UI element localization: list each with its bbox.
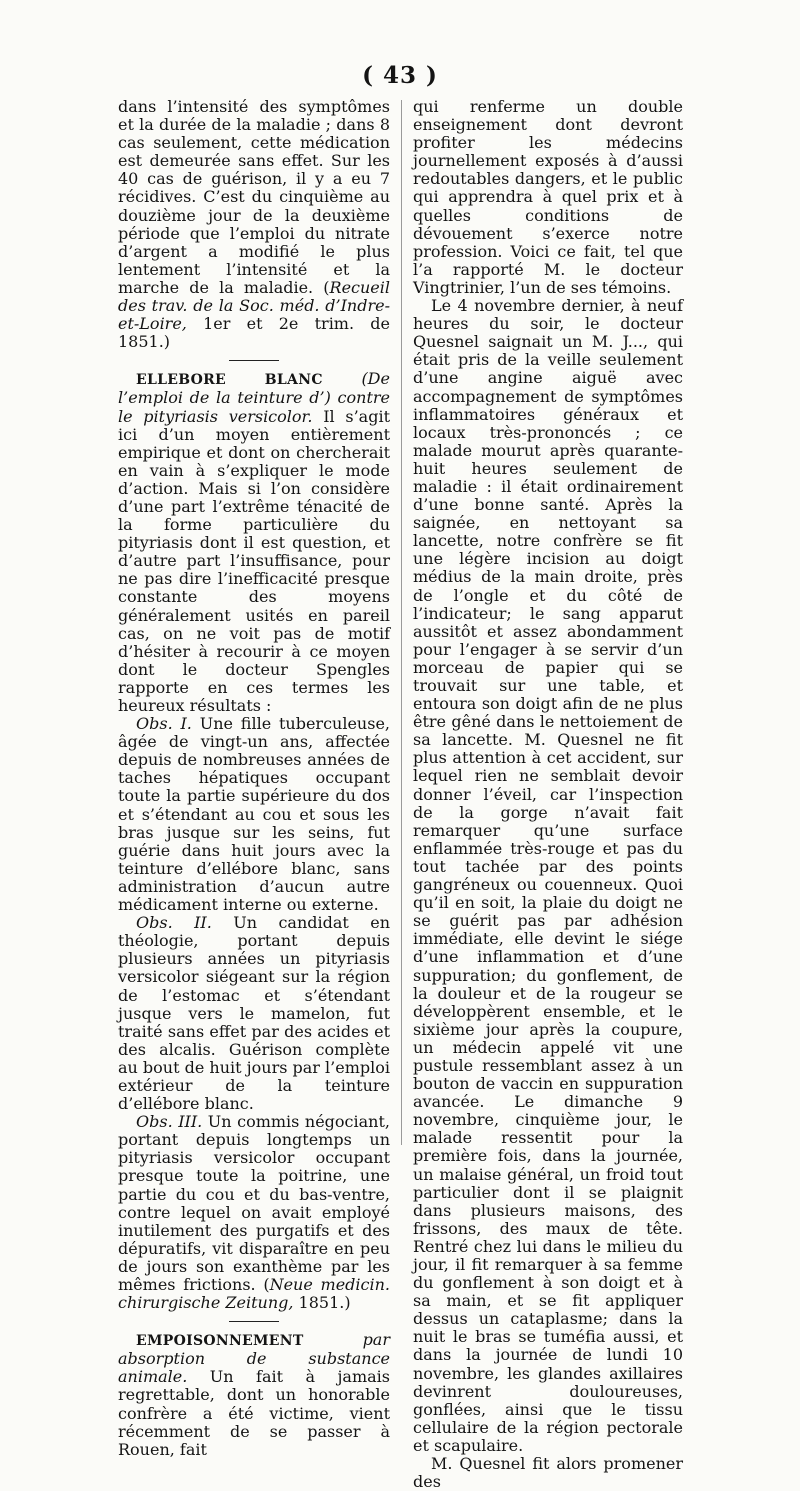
paragraph-nitrate-conclusion: dans l’intensité des symptômes et la durée de la maladie ; dans 8 cas seulement, cette médication est demeurée sans effet. Sur les 40 cas de guérison, il y a eu 7 récidives. C’est du cinquième au douzième jour de la deuxième période que l’emploi du nitrate d’argent a modifié le plus lentement l’intensité et la marche de la maladie. (Recueil des trav. de la Soc. méd. d’Indre-et-Loire, 1er et 2e trim. de 1851.)	[118, 97, 390, 352]
citation: Neue medicin. chirurgische Zeitung,	[118, 1275, 390, 1313]
page-number: ( 43 )	[362, 62, 438, 89]
section-title: ELLEBORE BLANC	[136, 372, 323, 389]
section-ellebore: ELLEBORE BLANC (De l’emploi de la teinture d’) contre le pityriasis versicolor. Il s’agit ici d’un moyen entièrement empirique et dont on chercherait en vain à s’expliquer le mode d’action. Mais si l’on considère d’une part l’extrême ténacité de la forme particulière du pityriasis dont il est question, et d’autre part l’insuffisance, pour ne pas dire l’inefficacité presque constante des moyens généralement usités en pareil cas, on ne voit pas de motif d’hésiter à recourir à ce moyen dont le docteur Spengles rapporte en ces termes les heureux résultats :	[118, 369, 390, 715]
paragraph-final: M. Quesnel fit alors promener des	[413, 1454, 683, 1491]
section-subtitle: (De l’emploi de la teinture d’) contre le pityriasis versicolor.	[118, 369, 390, 426]
right-column	[413, 98, 683, 1491]
section-subtitle: par absorption de substance animale.	[118, 1330, 390, 1387]
section-separator	[229, 360, 279, 361]
paragraph-case-account: Le 4 novembre dernier, à neuf heures du soir, le docteur Quesnel saignait un M. J..., qui était pris de la veille seulement d’une angine aiguë avec accompagnement de symptômes inflammatoires généraux et locaux très-prononcés ; ce malade mourut après quarante-huit heures seulement de maladie : il était ordinairement d’une bonne santé. Après la saignée, en nettoyant sa lancette, notre confrère se fit une légère incision au doigt médius de la main droite, près de l’ongle et du côté de l’indicateur; le sang apparut aussitôt et assez abondamment pour l’engager à se servir d’un morceau de papier qui se trouvait sur une table, et entoura son doigt afin de ne plus être gêné dans le nettoiement de sa lancette. M. Quesnel ne fit plus attention à cet accident, sur lequel rien ne semblait devoir donner l’éveil, car l’inspection de la gorge n’avait fait remarquer qu’une surface enflammée très-rouge et pas du tout tachée par des points gangréneux ou couenneux. Quoi qu’il en soit, la plaie du doigt ne se guérit pas par adhésion immédiate, elle devint le siége d’une inflammation et d’une suppuration; du gonflement, de la douleur et de la rougeur se développèrent ensemble, et le sixième jour après la coupure, un médecin appelé vit une pustule ressemblant assez à un bouton de vaccin en suppuration avancée. Le dimanche 9 novembre, cinquième jour, le malade ressentit pour la première fois, dans la journée, un malaise général, un froid tout particulier dont il se plaignit dans plusieurs maisons, des frissons, des maux de tête. Rentré chez lui dans le milieu du jour, il fit remarquer à sa femme du gonflement à son doigt et à sa main, et se fit appliquer dessus un cataplasme; dans la nuit le bras se tuméfia aussi, et dans la journée de lundi 10 novembre, les glandes axillaires devinrent douloureuses, gonflées, ainsi que le tissu cellulaire de la région pectorale et scapulaire.	[413, 296, 683, 1455]
observation-1: Obs. I. Une fille tuberculeuse, âgée de vingt-un ans, affectée depuis de nombreuses années de taches hépatiques occupant toute la partie supérieure du dos et s’étendant au cou et sous les bras jusque sur les seins, fut guérie dans huit jours avec la teinture d’ellébore blanc, sans administration d’aucun autre médicament interne ou externe.	[118, 714, 390, 915]
paragraph-continuation: qui renferme un double enseignement dont devront profiter les médecins journellement exposés à d’aussi redoutables dangers, et le public qui apprendra à quel prix et à quelles conditions de dévouement s’exerce notre profession. Voici ce fait, tel que l’a rapporté M. le docteur Vingtrinier, l’un de ses témoins.	[413, 97, 683, 297]
observation-2: Obs. II. Un candidat en théologie, portant depuis plusieurs années un pityriasis versicolor siégeant sur la région de l’estomac et s’étendant jusque vers le mamelon, fut traité sans effet par des acides et des alcalis. Guérison complète au bout de huit jours par l’emploi extérieur de la teinture d’ellébore blanc.	[118, 913, 391, 1114]
section-title: EMPOISONNEMENT	[136, 1333, 304, 1350]
citation: Recueil des trav. de la Soc. méd. d’Indre-et-Loire,	[118, 277, 390, 334]
left-column	[118, 98, 390, 1459]
column-divider	[401, 100, 402, 1145]
section-empoisonnement: EMPOISONNEMENT par absorption de substance animale. Un fait à jamais regrettable, dont un honorable confrère a été victime, vient récemment de se passer à Rouen, fait	[118, 1330, 390, 1459]
observation-3: Obs. III. Un commis négociant, portant depuis longtemps un pityriasis versicolor occupant presque toute la poitrine, une partie du cou et du bas-ventre, contre lequel on avait employé inutilement des purgatifs et des dépuratifs, vit disparaître en peu de jours son exanthème par les mêmes frictions. (Neue medicin. chirurgische Zeitung, 1851.)	[118, 1112, 390, 1313]
section-separator	[229, 1321, 279, 1322]
